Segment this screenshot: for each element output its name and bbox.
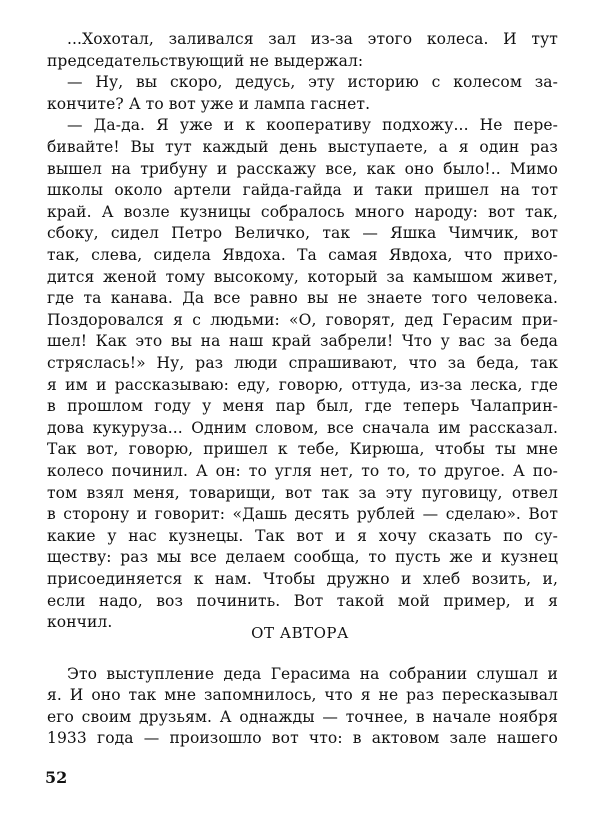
text-line: вышел на трибуну и расскажу все, как оно было!.. Мимо bbox=[47, 159, 558, 178]
text-line: шел! Как это вы на наш край забрели! Что у вас за беда bbox=[47, 332, 558, 351]
text-line: край. А возле кузницы собралось много народу: вот так, bbox=[47, 202, 558, 221]
text-line: где та канава. Да все равно вы не знаете того человека. bbox=[47, 289, 558, 308]
text-line: Поздоровался я с людьми: «О, говорят, дед Герасим при- bbox=[47, 310, 558, 329]
text-line: Так вот, говорю, пришел к тебе, Кирюша, чтобы ты мне bbox=[47, 440, 558, 459]
text-line: стряслась!» Ну, раз люди спрашивают, что за беда, так bbox=[47, 354, 558, 372]
text-line: присоединяется к нам. Чтобы дружно и хлеб возить, и, bbox=[47, 570, 558, 588]
text-line: кончил. bbox=[47, 613, 113, 632]
section-heading: ОТ АВТОРА bbox=[251, 624, 349, 642]
text-line: председательствующий не выдержал: bbox=[47, 51, 364, 70]
text-line: ...Хохотал, заливался зал из-за этого колеса. И тут bbox=[67, 30, 558, 48]
text-line: дится женой тому высокому, который за камышом живет, bbox=[47, 267, 558, 286]
text-line: если надо, воз починить. Вот такой мой пример, и я bbox=[47, 591, 558, 610]
text-line: я им и рассказываю: еду, говорю, оттуда, из-за леска, где bbox=[47, 375, 558, 394]
page-number: 52 bbox=[45, 768, 68, 787]
text-line: в прошлом году у меня пар был, где теперь Чалаприн- bbox=[47, 397, 558, 416]
text-line: кончите? А то вот уже и лампа гаснет. bbox=[47, 94, 371, 113]
text-line: какие у нас кузнецы. Так вот и я хочу сказать по су- bbox=[47, 526, 558, 545]
text-line: школы около артели гайда-гайда и таки пришел на тот bbox=[47, 181, 558, 200]
text-line: его своим друзьям. А однажды — точнее, в начале ноября bbox=[47, 707, 558, 726]
text-line: — Ну, вы скоро, дедусь, эту историю с колесом за- bbox=[67, 73, 558, 92]
text-line: колесо починил. А он: то угля нет, то то, то другое. А по- bbox=[47, 462, 558, 480]
text-line: Это выступление деда Герасима на собрании слушал и bbox=[67, 665, 558, 683]
text-line: бивайте! Вы тут каждый день выступаете, а я один раз bbox=[47, 138, 558, 156]
text-line: том взял меня, товарищи, вот так за эту пуговицу, отвел bbox=[47, 483, 558, 502]
text-line: 1933 года — произошло вот что: в актовом зале нашего bbox=[47, 728, 558, 747]
text-line: дова кукуруза... Одним словом, все сначала им рассказал. bbox=[47, 418, 558, 437]
text-line: так, слева, сидела Явдоха. Та самая Явдоха, что прихо- bbox=[47, 246, 558, 264]
text-line: я. И оно так мне запомнилось, что я не раз пересказывал bbox=[47, 686, 558, 705]
text-line: сбоку, сидел Петро Величко, так — Яшка Чимчик, вот bbox=[47, 224, 558, 243]
text-line: ществу: раз мы все делаем сообща, то пусть же и кузнец bbox=[47, 548, 558, 567]
text-line: — Да-да. Я уже и к кооперативу подхожу... Не пере- bbox=[67, 116, 558, 135]
text-line: в сторону и говорит: «Дашь десять рублей — сделаю». Вот bbox=[47, 505, 558, 524]
